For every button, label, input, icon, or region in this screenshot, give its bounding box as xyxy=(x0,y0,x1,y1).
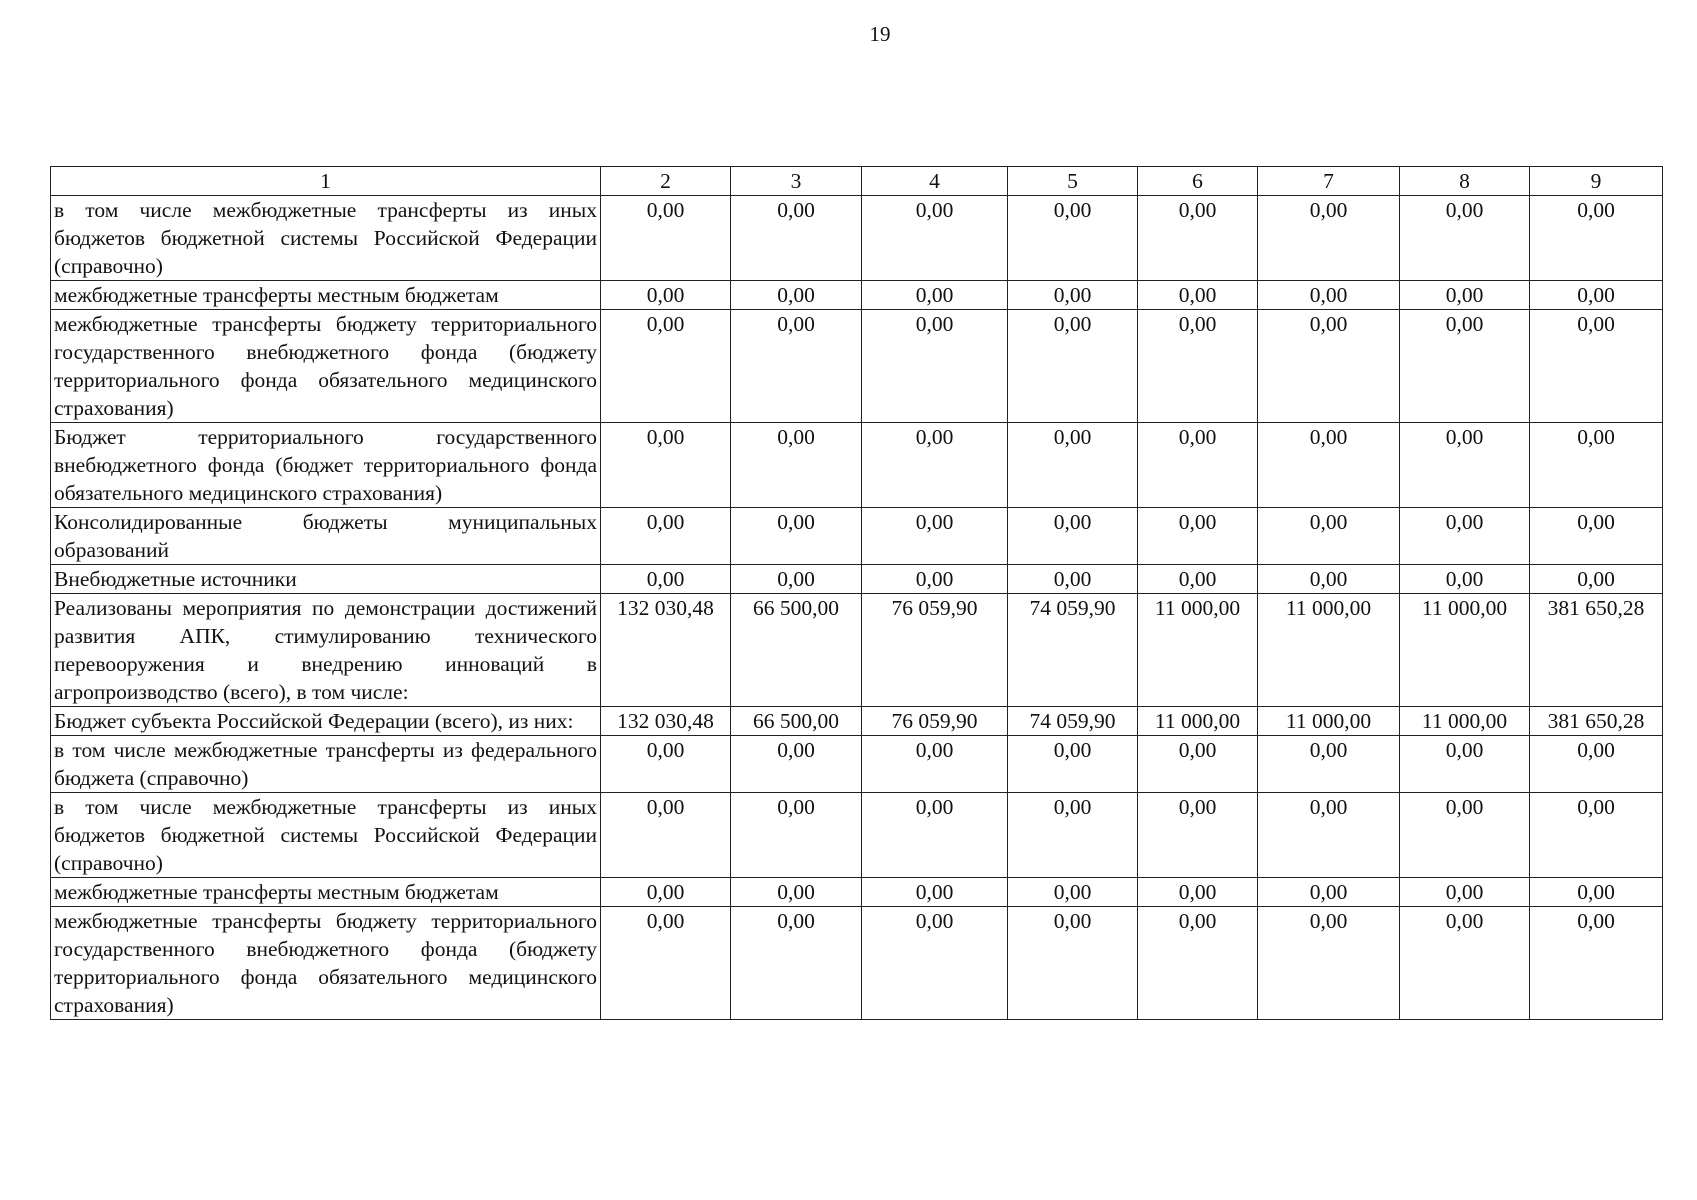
row-label: межбюджетные трансферты местным бюджетам xyxy=(51,281,601,310)
value-cell: 0,00 xyxy=(1530,565,1663,594)
row-label: Бюджет территориального государственного внебюджетного фонда (бюджет территориального фонда обязательного медицинского страхования) xyxy=(51,423,601,508)
value-cell: 0,00 xyxy=(1008,878,1138,907)
value-cell: 0,00 xyxy=(1258,736,1400,793)
value-cell: 0,00 xyxy=(862,310,1008,423)
value-cell: 0,00 xyxy=(731,310,862,423)
table-row xyxy=(51,423,1663,508)
value-cell: 0,00 xyxy=(1530,878,1663,907)
table-row xyxy=(51,736,1663,793)
value-cell: 0,00 xyxy=(1008,907,1138,1020)
value-cell: 0,00 xyxy=(1008,508,1138,565)
value-cell: 0,00 xyxy=(1258,310,1400,423)
row-label: межбюджетные трансферты бюджету территориального государственного внебюджетного фонда (бюджету территориального фонда обязательного медицинского страхования) xyxy=(51,907,601,1020)
value-cell: 0,00 xyxy=(1258,878,1400,907)
value-cell: 0,00 xyxy=(1400,736,1530,793)
value-cell: 0,00 xyxy=(731,196,862,281)
value-cell: 0,00 xyxy=(1400,793,1530,878)
value-cell: 0,00 xyxy=(601,736,731,793)
value-cell: 0,00 xyxy=(601,310,731,423)
value-cell: 0,00 xyxy=(601,508,731,565)
value-cell: 0,00 xyxy=(1400,565,1530,594)
value-cell: 0,00 xyxy=(1008,793,1138,878)
value-cell: 0,00 xyxy=(1138,565,1258,594)
value-cell: 0,00 xyxy=(1400,423,1530,508)
value-cell: 0,00 xyxy=(1138,907,1258,1020)
value-cell: 0,00 xyxy=(601,565,731,594)
row-label: в том числе межбюджетные трансферты из федерального бюджета (справочно) xyxy=(51,736,601,793)
value-cell: 381 650,28 xyxy=(1530,707,1663,736)
value-cell: 11 000,00 xyxy=(1400,594,1530,707)
value-cell: 0,00 xyxy=(1008,423,1138,508)
value-cell: 0,00 xyxy=(1138,793,1258,878)
value-cell: 0,00 xyxy=(731,793,862,878)
row-label: межбюджетные трансферты бюджету территориального государственного внебюджетного фонда (бюджету территориального фонда обязательного медицинского страхования) xyxy=(51,310,601,423)
column-header: 4 xyxy=(862,167,1008,196)
row-label: Реализованы мероприятия по демонстрации достижений развития АПК, стимулированию технического перевооружения и внедрению инноваций в агропроизводство (всего), в том числе: xyxy=(51,594,601,707)
value-cell: 76 059,90 xyxy=(862,707,1008,736)
value-cell: 0,00 xyxy=(1258,423,1400,508)
column-header: 9 xyxy=(1530,167,1663,196)
table-row xyxy=(51,594,1663,707)
table-row xyxy=(51,878,1663,907)
value-cell: 0,00 xyxy=(601,907,731,1020)
page-number: 19 xyxy=(869,22,891,46)
value-cell: 0,00 xyxy=(1400,878,1530,907)
value-cell: 132 030,48 xyxy=(601,594,731,707)
value-cell: 0,00 xyxy=(862,736,1008,793)
value-cell: 0,00 xyxy=(731,565,862,594)
value-cell: 66 500,00 xyxy=(731,594,862,707)
value-cell: 132 030,48 xyxy=(601,707,731,736)
value-cell: 11 000,00 xyxy=(1258,594,1400,707)
row-label: межбюджетные трансферты местным бюджетам xyxy=(51,878,601,907)
value-cell: 0,00 xyxy=(601,423,731,508)
table-row xyxy=(51,793,1663,878)
value-cell: 0,00 xyxy=(1008,281,1138,310)
table-row xyxy=(51,707,1663,736)
value-cell: 0,00 xyxy=(1138,508,1258,565)
value-cell: 0,00 xyxy=(862,793,1008,878)
value-cell: 0,00 xyxy=(1530,793,1663,878)
value-cell: 0,00 xyxy=(1258,565,1400,594)
row-label: в том числе межбюджетные трансферты из иных бюджетов бюджетной системы Российской Федерации (справочно) xyxy=(51,793,601,878)
value-cell: 0,00 xyxy=(731,423,862,508)
row-label: в том числе межбюджетные трансферты из иных бюджетов бюджетной системы Российской Федерации (справочно) xyxy=(51,196,601,281)
value-cell: 0,00 xyxy=(1400,508,1530,565)
table-row xyxy=(51,565,1663,594)
value-cell: 0,00 xyxy=(601,878,731,907)
value-cell: 0,00 xyxy=(601,793,731,878)
value-cell: 0,00 xyxy=(731,736,862,793)
value-cell: 0,00 xyxy=(1258,196,1400,281)
table-row xyxy=(51,310,1663,423)
value-cell: 381 650,28 xyxy=(1530,594,1663,707)
value-cell: 0,00 xyxy=(862,878,1008,907)
value-cell: 11 000,00 xyxy=(1400,707,1530,736)
value-cell: 0,00 xyxy=(1008,196,1138,281)
column-header: 8 xyxy=(1400,167,1530,196)
column-header: 2 xyxy=(601,167,731,196)
value-cell: 0,00 xyxy=(1008,736,1138,793)
value-cell: 0,00 xyxy=(1138,423,1258,508)
value-cell: 74 059,90 xyxy=(1008,594,1138,707)
value-cell: 0,00 xyxy=(1530,196,1663,281)
value-cell: 0,00 xyxy=(1258,793,1400,878)
row-label: Консолидированные бюджеты муниципальных образований xyxy=(51,508,601,565)
value-cell: 0,00 xyxy=(1530,281,1663,310)
value-cell: 0,00 xyxy=(731,508,862,565)
column-header: 5 xyxy=(1008,167,1138,196)
value-cell: 0,00 xyxy=(1530,907,1663,1020)
column-header: 3 xyxy=(731,167,862,196)
value-cell: 0,00 xyxy=(1258,907,1400,1020)
column-header: 1 xyxy=(51,167,601,196)
table-row xyxy=(51,196,1663,281)
value-cell: 11 000,00 xyxy=(1258,707,1400,736)
value-cell: 0,00 xyxy=(1530,423,1663,508)
value-cell: 11 000,00 xyxy=(1138,594,1258,707)
value-cell: 66 500,00 xyxy=(731,707,862,736)
value-cell: 0,00 xyxy=(1400,310,1530,423)
table-row xyxy=(51,508,1663,565)
value-cell: 0,00 xyxy=(601,196,731,281)
column-header: 7 xyxy=(1258,167,1400,196)
value-cell: 0,00 xyxy=(1258,508,1400,565)
value-cell: 0,00 xyxy=(1400,907,1530,1020)
value-cell: 0,00 xyxy=(601,281,731,310)
value-cell: 0,00 xyxy=(1400,281,1530,310)
value-cell: 0,00 xyxy=(731,878,862,907)
value-cell: 0,00 xyxy=(1258,281,1400,310)
value-cell: 0,00 xyxy=(1530,508,1663,565)
table-row xyxy=(51,907,1663,1020)
value-cell: 0,00 xyxy=(1138,310,1258,423)
row-label: Внебюджетные источники xyxy=(51,565,601,594)
value-cell: 0,00 xyxy=(1008,310,1138,423)
value-cell: 0,00 xyxy=(862,196,1008,281)
value-cell: 0,00 xyxy=(1138,281,1258,310)
value-cell: 0,00 xyxy=(1138,878,1258,907)
value-cell: 0,00 xyxy=(1530,736,1663,793)
value-cell: 0,00 xyxy=(862,423,1008,508)
value-cell: 0,00 xyxy=(731,281,862,310)
value-cell: 0,00 xyxy=(1138,196,1258,281)
value-cell: 74 059,90 xyxy=(1008,707,1138,736)
table-row xyxy=(51,281,1663,310)
column-header: 6 xyxy=(1138,167,1258,196)
row-label: Бюджет субъекта Российской Федерации (всего), из них: xyxy=(51,707,601,736)
header-row xyxy=(51,167,1663,196)
value-cell: 0,00 xyxy=(862,281,1008,310)
value-cell: 0,00 xyxy=(1008,565,1138,594)
value-cell: 0,00 xyxy=(731,907,862,1020)
value-cell: 0,00 xyxy=(862,907,1008,1020)
value-cell: 11 000,00 xyxy=(1138,707,1258,736)
value-cell: 0,00 xyxy=(1400,196,1530,281)
value-cell: 0,00 xyxy=(1530,310,1663,423)
value-cell: 0,00 xyxy=(862,565,1008,594)
value-cell: 0,00 xyxy=(1138,736,1258,793)
value-cell: 76 059,90 xyxy=(862,594,1008,707)
value-cell: 0,00 xyxy=(862,508,1008,565)
budget-table xyxy=(50,166,1663,1020)
